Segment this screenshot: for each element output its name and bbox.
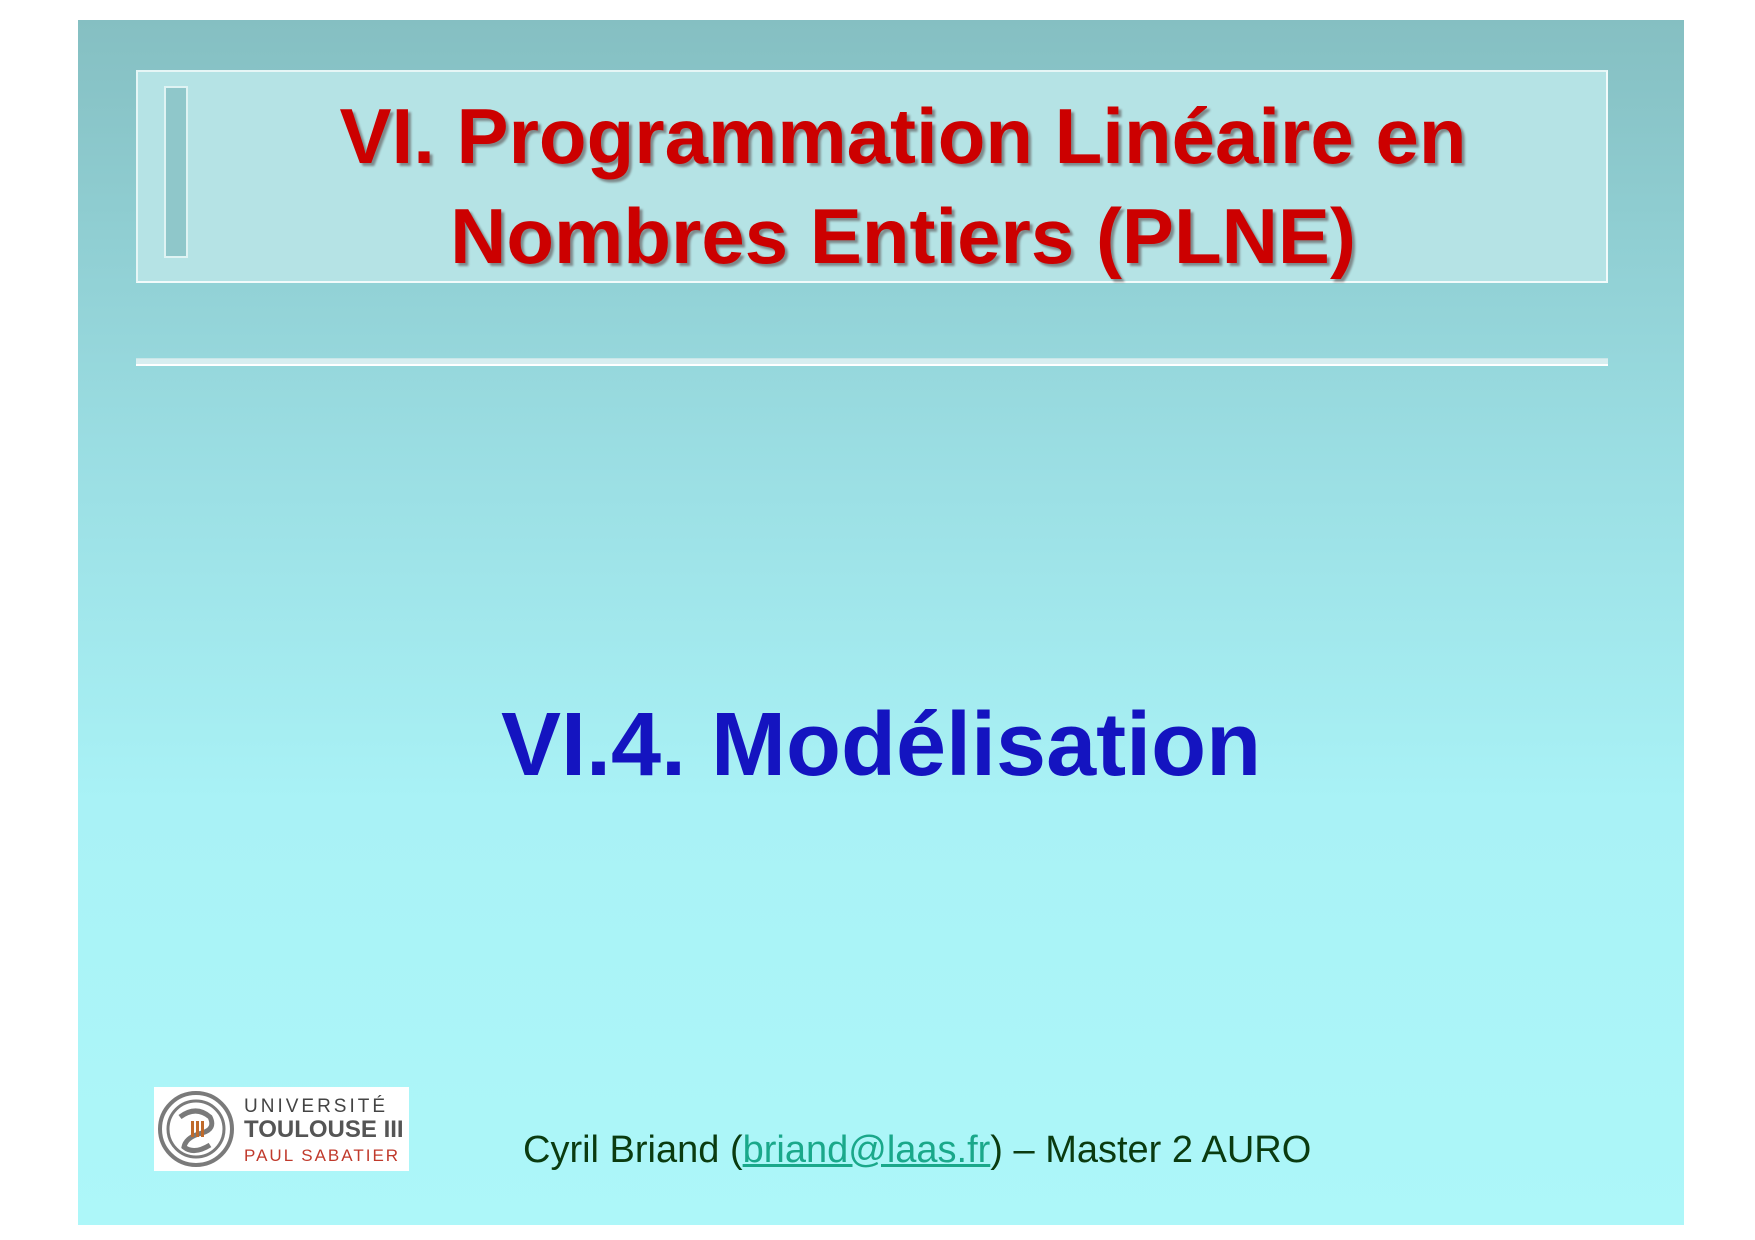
footer-suffix: ) – Master 2 AURO bbox=[990, 1129, 1312, 1171]
footer-email-link[interactable]: briand@laas.fr bbox=[742, 1129, 991, 1171]
title-accent-bar bbox=[164, 86, 188, 258]
slide bbox=[78, 20, 1684, 1225]
section-subtitle: VI.4. Modélisation bbox=[500, 695, 1262, 795]
slide-title-line-2: Nombres Entiers (PLNE) bbox=[450, 192, 1356, 280]
logo-text-line-1: UNIVERSITÉ bbox=[244, 1096, 389, 1117]
logo-text-line-3: PAUL SABATIER bbox=[244, 1146, 401, 1165]
footer-author: Cyril Briand ( bbox=[523, 1129, 743, 1171]
footer-credit bbox=[523, 1127, 1311, 1173]
title-box bbox=[136, 70, 1608, 283]
slide-title-line-1: VI. Programmation Linéaire en bbox=[339, 92, 1467, 180]
title-divider bbox=[136, 358, 1608, 366]
slide-title bbox=[218, 86, 1588, 286]
university-logo bbox=[154, 1087, 409, 1171]
university-logo-icon bbox=[154, 1087, 409, 1171]
logo-text-line-2: TOULOUSE III bbox=[244, 1116, 404, 1143]
